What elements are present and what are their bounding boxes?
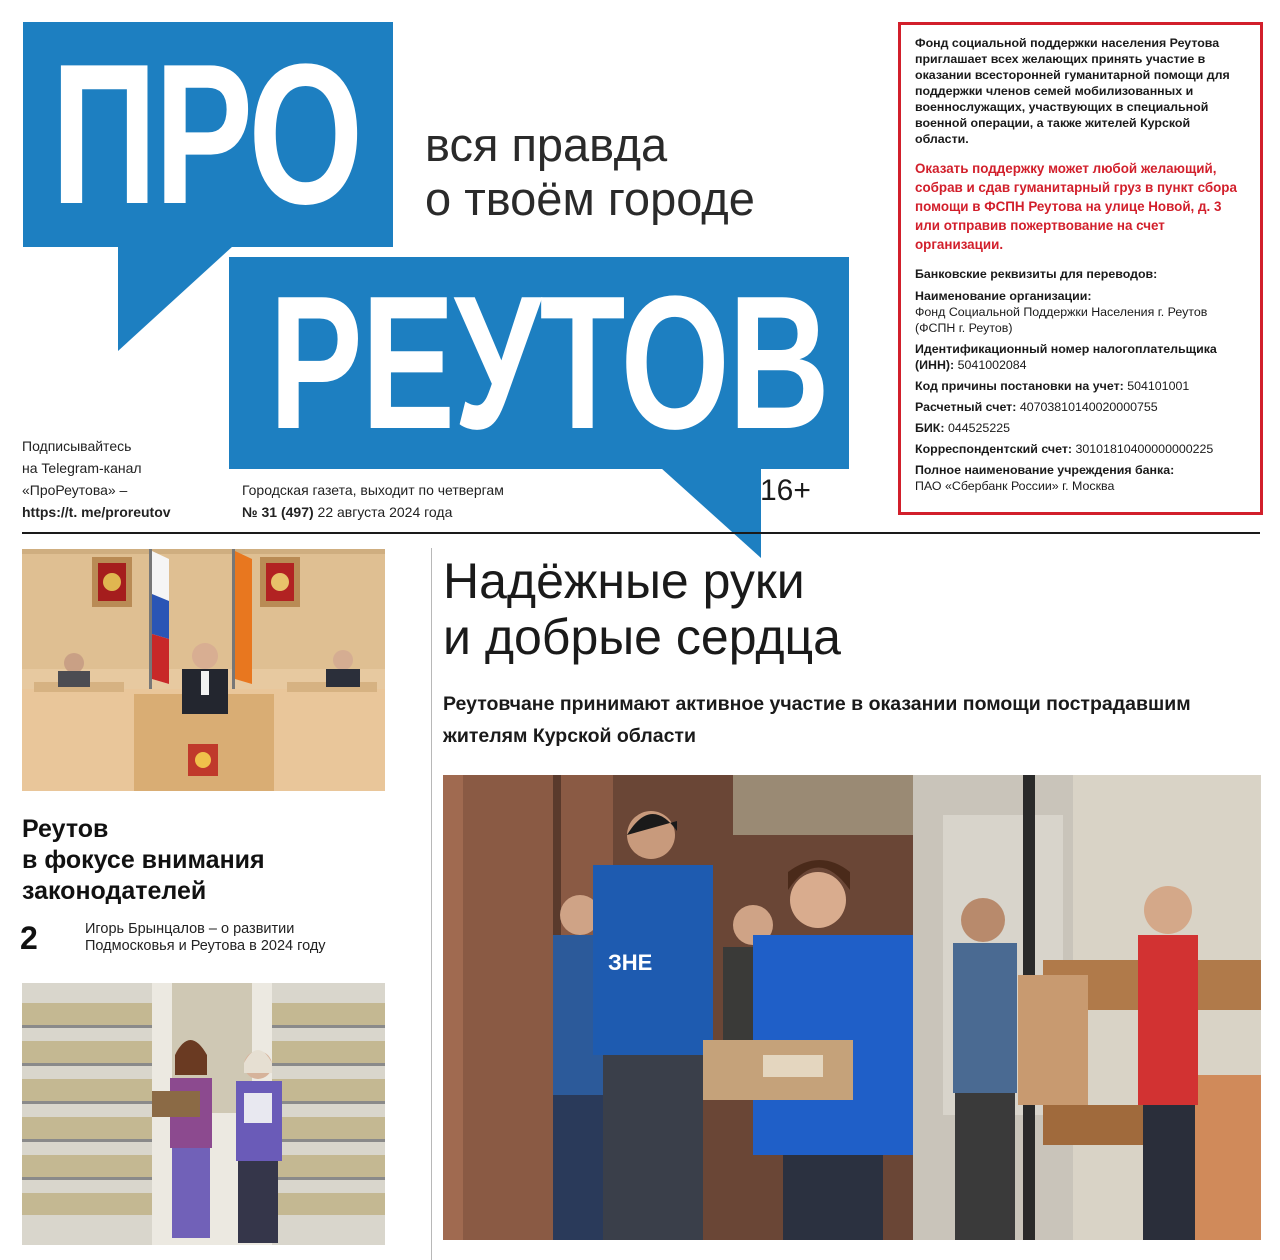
masthead-divider: [22, 532, 1260, 534]
account-label: Расчетный счет:: [915, 400, 1017, 414]
council-session-photo[interactable]: [22, 549, 385, 791]
tagline-line-2: о твоём городе: [425, 172, 755, 225]
issue-number: № 31 (497): [242, 504, 314, 520]
subscribe-line-3: «ПроРеутова» –: [22, 482, 128, 498]
main-headline-line-1: Надёжные руки: [443, 553, 805, 609]
issue-line: [242, 501, 662, 523]
notice-intro: Фонд социальной поддержки населения Реутова приглашает всех желающих принять участие в оказании всесторонней гуманитарной помощи для поддержки членов семей мобилизованных и военнослужащих, участвующих в специальной военной операции, а также жителей Курской области.: [915, 36, 1230, 146]
volunteers-loading-photo[interactable]: [443, 775, 1261, 1240]
inn-label: Идентификационный номер налогоплательщика (ИНН):: [915, 342, 1217, 372]
corr-account-value: 30101810400000000225: [1075, 442, 1214, 456]
logo-reutov-speech-tail: [661, 468, 761, 558]
bank-name-label: Полное наименование учреждения банка:: [915, 463, 1175, 477]
logo-reutov-block: [229, 257, 849, 469]
main-story-lead: Реутовчане принимают активное участие в оказании помощи пострадавшим жителям Курской области: [443, 693, 1191, 747]
corr-account-label: Корреспондентский счет:: [915, 442, 1073, 456]
side-headline-line-2: в фокусе внимания: [22, 846, 265, 874]
svg-text:ЗНЕ: ЗНЕ: [608, 950, 653, 975]
bank-name-row: [915, 462, 1246, 494]
donation-notice: [898, 22, 1263, 515]
side-headline-line-1: Реутов: [22, 815, 109, 843]
column-divider: [431, 548, 432, 1260]
inn-row: [915, 341, 1246, 373]
org-name-label: Наименование организации:: [915, 289, 1092, 303]
kpp-row: [915, 378, 1246, 394]
paper-info: [242, 479, 662, 523]
paper-description: Городская газета, выходит по четвергам: [242, 482, 504, 498]
side-headline-line-3: законодателей: [22, 877, 207, 905]
account-value: 40703810140020000755: [1019, 400, 1158, 414]
side-story-page-number: 2: [20, 920, 38, 956]
bank-details-heading: Банковские реквизиты для переводов:: [915, 267, 1158, 281]
logo-pro-speech-tail: [118, 246, 233, 351]
kpp-value: 504101001: [1127, 379, 1190, 393]
org-name-row: [915, 288, 1246, 336]
archive-shelves-photo[interactable]: [22, 983, 385, 1245]
side-story-headline[interactable]: [22, 814, 382, 907]
tagline: [425, 118, 865, 226]
telegram-link[interactable]: https://t. me/proreutov: [22, 504, 171, 520]
kpp-label: Код причины постановки на учет:: [915, 379, 1124, 393]
age-rating: 16+: [760, 474, 811, 507]
main-headline-line-2: и добрые сердца: [443, 609, 841, 665]
corr-account-row: [915, 441, 1246, 457]
inn-value: 5041002084: [957, 358, 1027, 372]
bik-label: БИК:: [915, 421, 945, 435]
subscribe-line-1: Подписывайтесь: [22, 438, 132, 454]
bik-row: [915, 420, 1246, 436]
main-story-headline[interactable]: [443, 553, 1263, 665]
account-row: [915, 399, 1246, 415]
bank-name-value: ПАО «Сбербанк России» г. Москва: [915, 479, 1115, 493]
logo-pro-text: ПРО: [51, 23, 361, 246]
bik-value: 044525225: [947, 421, 1010, 435]
side-story-description: Игорь Брынцалов – о развитии Подмосковья и Реутова в 2024 году: [85, 921, 326, 954]
notice-call-to-action: Оказать поддержку может любой желающий, собрав и сдав гуманитарный груз в пункт сбора помощи в ФСПН Реутова на улице Новой, д. 3 или отправив пожертвование на счет организации.: [915, 161, 1237, 252]
logo-reutov-text: РЕУТОВ: [269, 257, 829, 469]
org-name-value: Фонд Социальной Поддержки Населения г. Реутов (ФСПН г. Реутов): [915, 305, 1208, 335]
telegram-promo: [22, 435, 222, 523]
tagline-line-1: вся правда: [425, 118, 668, 171]
issue-date: 22 августа 2024 года: [317, 504, 453, 520]
logo-pro-block: [23, 22, 393, 247]
subscribe-line-2: на Telegram-канал: [22, 460, 142, 476]
